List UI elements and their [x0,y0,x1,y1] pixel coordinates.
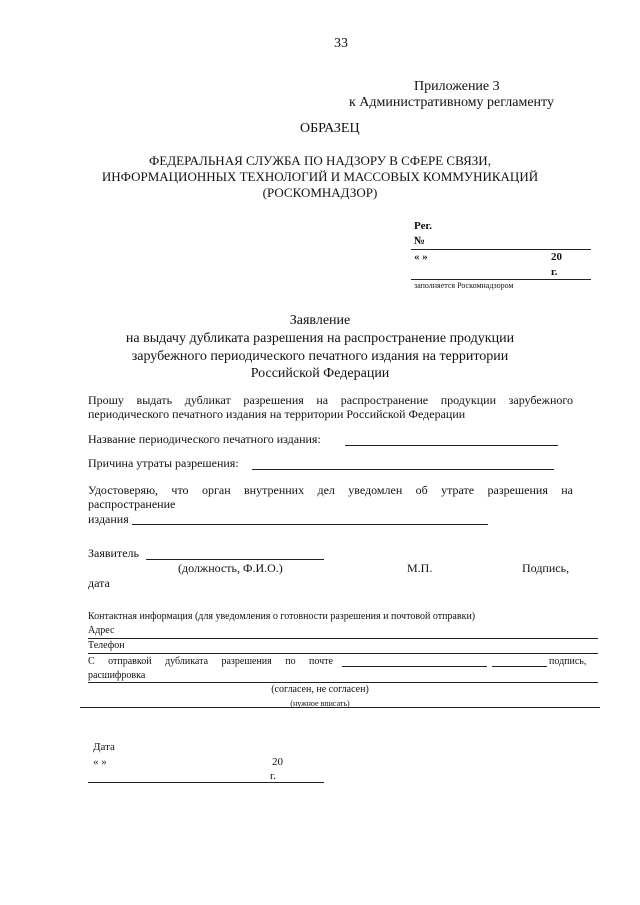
publication-name-label: Название периодического печатного издания: [88,432,321,446]
loss-reason-label: Причина утраты разрешения: [88,456,239,470]
applicant-label: Заявитель [88,546,139,560]
date-label: дата [88,576,110,590]
reg-year-suffix: г. [551,266,558,278]
certify-line3: издания [88,512,129,526]
statement-line2: зарубежного периодического печатного издания на территории [131,349,509,364]
statement-line1: на выдачу дубликата разрешения на распространение продукции [125,331,515,346]
certify-line1: Удостоверяю, что орган внутренних дел уведомлен об утрате разрешения на [88,483,573,497]
footer-year-suffix: г. [270,770,277,782]
reg-number-label: № [414,235,426,247]
appendix-line2: к Административному регламенту [349,95,554,110]
address-field[interactable] [88,638,598,639]
contact-heading: Контактная информация (для уведомления о готовности разрешения и почтовой отправки) [88,611,476,622]
mail-consent-suffix: подпись, [549,656,587,667]
page-number: 33 [334,36,348,51]
mail-signature-field[interactable] [492,666,547,667]
decoding-label: расшифровка [88,670,146,681]
loss-reason-field[interactable] [252,469,554,470]
publication-name-field[interactable] [345,445,558,446]
mail-consent-text: С отправкой дубликата разрешения по почте [88,656,333,667]
request-line2: периодического печатного издания на территории Российской Федерации [88,407,466,421]
decoding-field[interactable] [88,682,598,683]
footer-year-prefix: 20 [272,756,283,768]
position-caption: (должность, Ф.И.О.) [178,561,283,575]
phone-field[interactable] [88,653,598,654]
consent-note: (нужное вписать) [290,699,350,708]
footer-date-field[interactable] [88,782,324,783]
phone-label: Телефон [88,640,125,651]
footer-quote-marks: « » [93,756,107,768]
certify-line2: распространение [88,497,176,511]
consent-options: (согласен, не согласен) [271,684,369,695]
stamp-label: М.П. [407,561,433,575]
appendix-line1: Приложение 3 [414,79,500,94]
statement-title: Заявление [289,313,351,328]
publication-field[interactable] [132,524,488,525]
reg-year-prefix: 20 [551,251,562,263]
applicant-field[interactable] [146,559,324,560]
mail-consent-field[interactable] [342,666,487,667]
reg-number-line [411,249,591,250]
reg-note: заполняется Роскомнадзором [414,281,514,290]
request-line1: Прошу выдать дубликат разрешения на распространение продукции зарубежного [88,393,573,407]
agency-line3: (РОСКОМНАДЗОР) [262,185,378,200]
signature-label: Подпись, [522,561,570,575]
reg-quote-marks: « » [414,251,428,263]
address-label: Адрес [88,625,115,636]
statement-line3: Российской Федерации [250,366,390,381]
reg-date-line [411,279,591,280]
footer-date-label: Дата [93,741,115,753]
reg-label: Рег. [414,220,432,232]
agency-line2: ИНФОРМАЦИОННЫХ ТЕХНОЛОГИЙ И МАССОВЫХ КОММУНИКАЦИЙ [101,169,539,184]
sample-title: ОБРАЗЕЦ [300,121,360,136]
agency-line1: ФЕДЕРАЛЬНАЯ СЛУЖБА ПО НАДЗОРУ В СФЕРЕ СВЯЗИ, [149,153,491,168]
